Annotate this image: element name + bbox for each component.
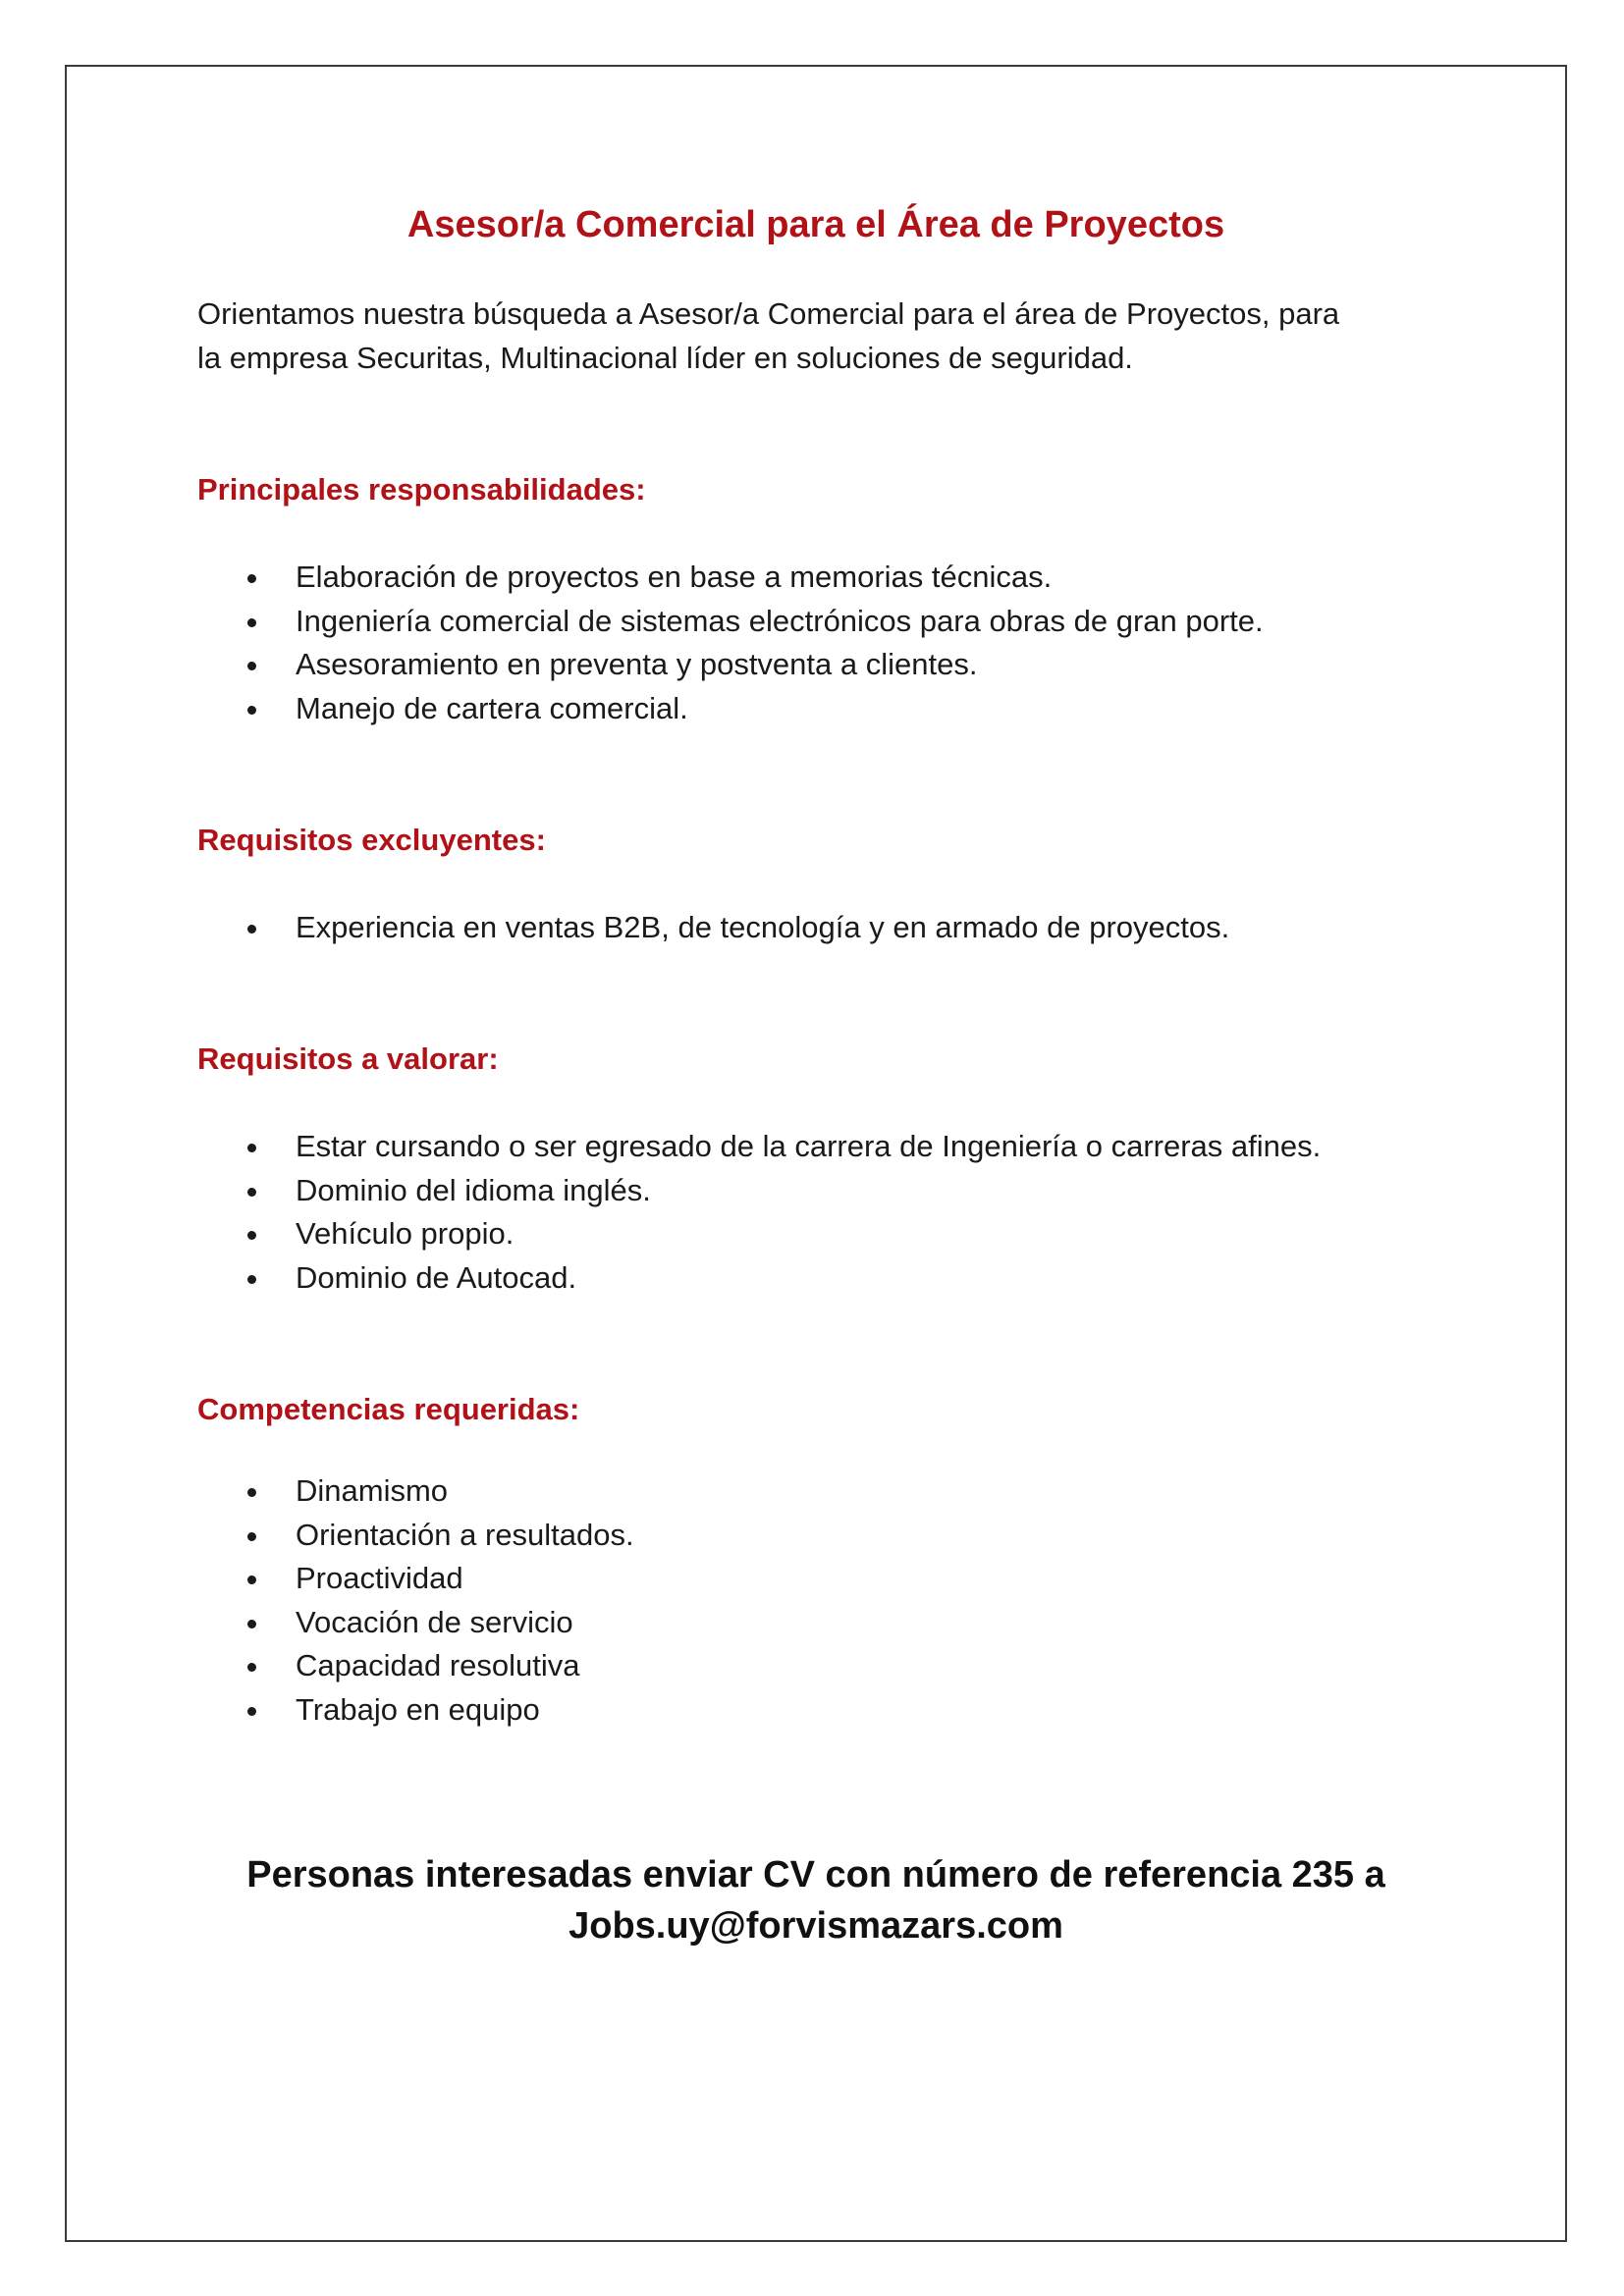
bullet-icon [247, 1707, 256, 1716]
intro-paragraph [197, 292, 1435, 380]
list-item-text: Capacidad resolutiva [296, 1648, 580, 1683]
list-item [197, 1688, 634, 1733]
bullet-icon [247, 574, 256, 583]
bullet-icon [247, 1231, 256, 1240]
list-item [197, 687, 1264, 731]
list-item-text: Orientación a resultados. [296, 1517, 634, 1552]
intro-line: la empresa Securitas, Multinacional líder en soluciones de seguridad. [197, 341, 1133, 375]
list-item [197, 1212, 1321, 1256]
list-item [197, 1469, 634, 1514]
list-item-text: Ingeniería comercial de sistemas electrónicos para obras de gran porte. [296, 603, 1264, 638]
bullet-icon [247, 1488, 256, 1497]
intro-line: Orientamos nuestra búsqueda a Asesor/a Comercial para el área de Proyectos, para [197, 296, 1340, 331]
list-item [197, 1125, 1321, 1169]
list-item-text: Estar cursando o ser egresado de la carrera de Ingeniería o carreras afines. [296, 1129, 1322, 1163]
list-item [197, 1644, 634, 1688]
bullet-icon [247, 925, 256, 934]
list-item [197, 556, 1264, 600]
bullet-icon [247, 1532, 256, 1541]
list-item [197, 1557, 634, 1601]
bullet-icon [247, 1575, 256, 1584]
list-item-text: Dinamismo [296, 1473, 449, 1508]
list-item-text: Dominio de Autocad. [296, 1259, 577, 1295]
bullet-icon [247, 706, 256, 715]
list-valorar [197, 1125, 1321, 1300]
list-item-text: Dominio del idioma inglés. [296, 1172, 651, 1207]
list-item-text: Vocación de servicio [296, 1604, 573, 1639]
list-responsabilidades [197, 556, 1264, 730]
bullet-icon [247, 618, 256, 627]
list-item-text: Manejo de cartera comercial. [296, 690, 688, 725]
bullet-icon [247, 1663, 256, 1672]
list-item [197, 1169, 1321, 1213]
list-item [197, 600, 1264, 644]
bullet-icon [247, 1188, 256, 1197]
list-item-text: Elaboración de proyectos en base a memorias técnicas. [296, 560, 1053, 594]
list-item [197, 1256, 1321, 1301]
list-item [197, 1601, 634, 1645]
list-item [197, 643, 1264, 687]
list-item [197, 906, 1229, 950]
contact-email: Jobs.uy@forvismazars.com [568, 1905, 1063, 1947]
section-heading-valorar: Requisitos a valorar: [197, 1041, 499, 1076]
bullet-icon [247, 1144, 256, 1152]
list-item-text: Trabajo en equipo [296, 1691, 540, 1727]
list-item-text: Experiencia en ventas B2B, de tecnología y en armado de proyectos. [296, 910, 1230, 944]
bullet-icon [247, 1620, 256, 1629]
list-excluyentes [197, 906, 1229, 950]
section-heading-excluyentes: Requisitos excluyentes: [197, 823, 546, 857]
list-item-text: Proactividad [296, 1561, 463, 1596]
list-item-text: Vehículo propio. [296, 1216, 514, 1252]
list-competencias [197, 1469, 634, 1733]
apply-instructions: Personas interesadas enviar CV con número de referencia 235 a [246, 1854, 1385, 1896]
list-item-text: Asesoramiento en preventa y postventa a clientes. [296, 647, 978, 682]
section-heading-competencias: Competencias requeridas: [197, 1392, 580, 1426]
bullet-icon [247, 662, 256, 670]
page-title: Asesor/a Comercial para el Área de Proyectos [406, 204, 1225, 245]
list-item [197, 1514, 634, 1558]
bullet-icon [247, 1275, 256, 1284]
section-heading-responsabilidades: Principales responsabilidades: [197, 472, 646, 507]
